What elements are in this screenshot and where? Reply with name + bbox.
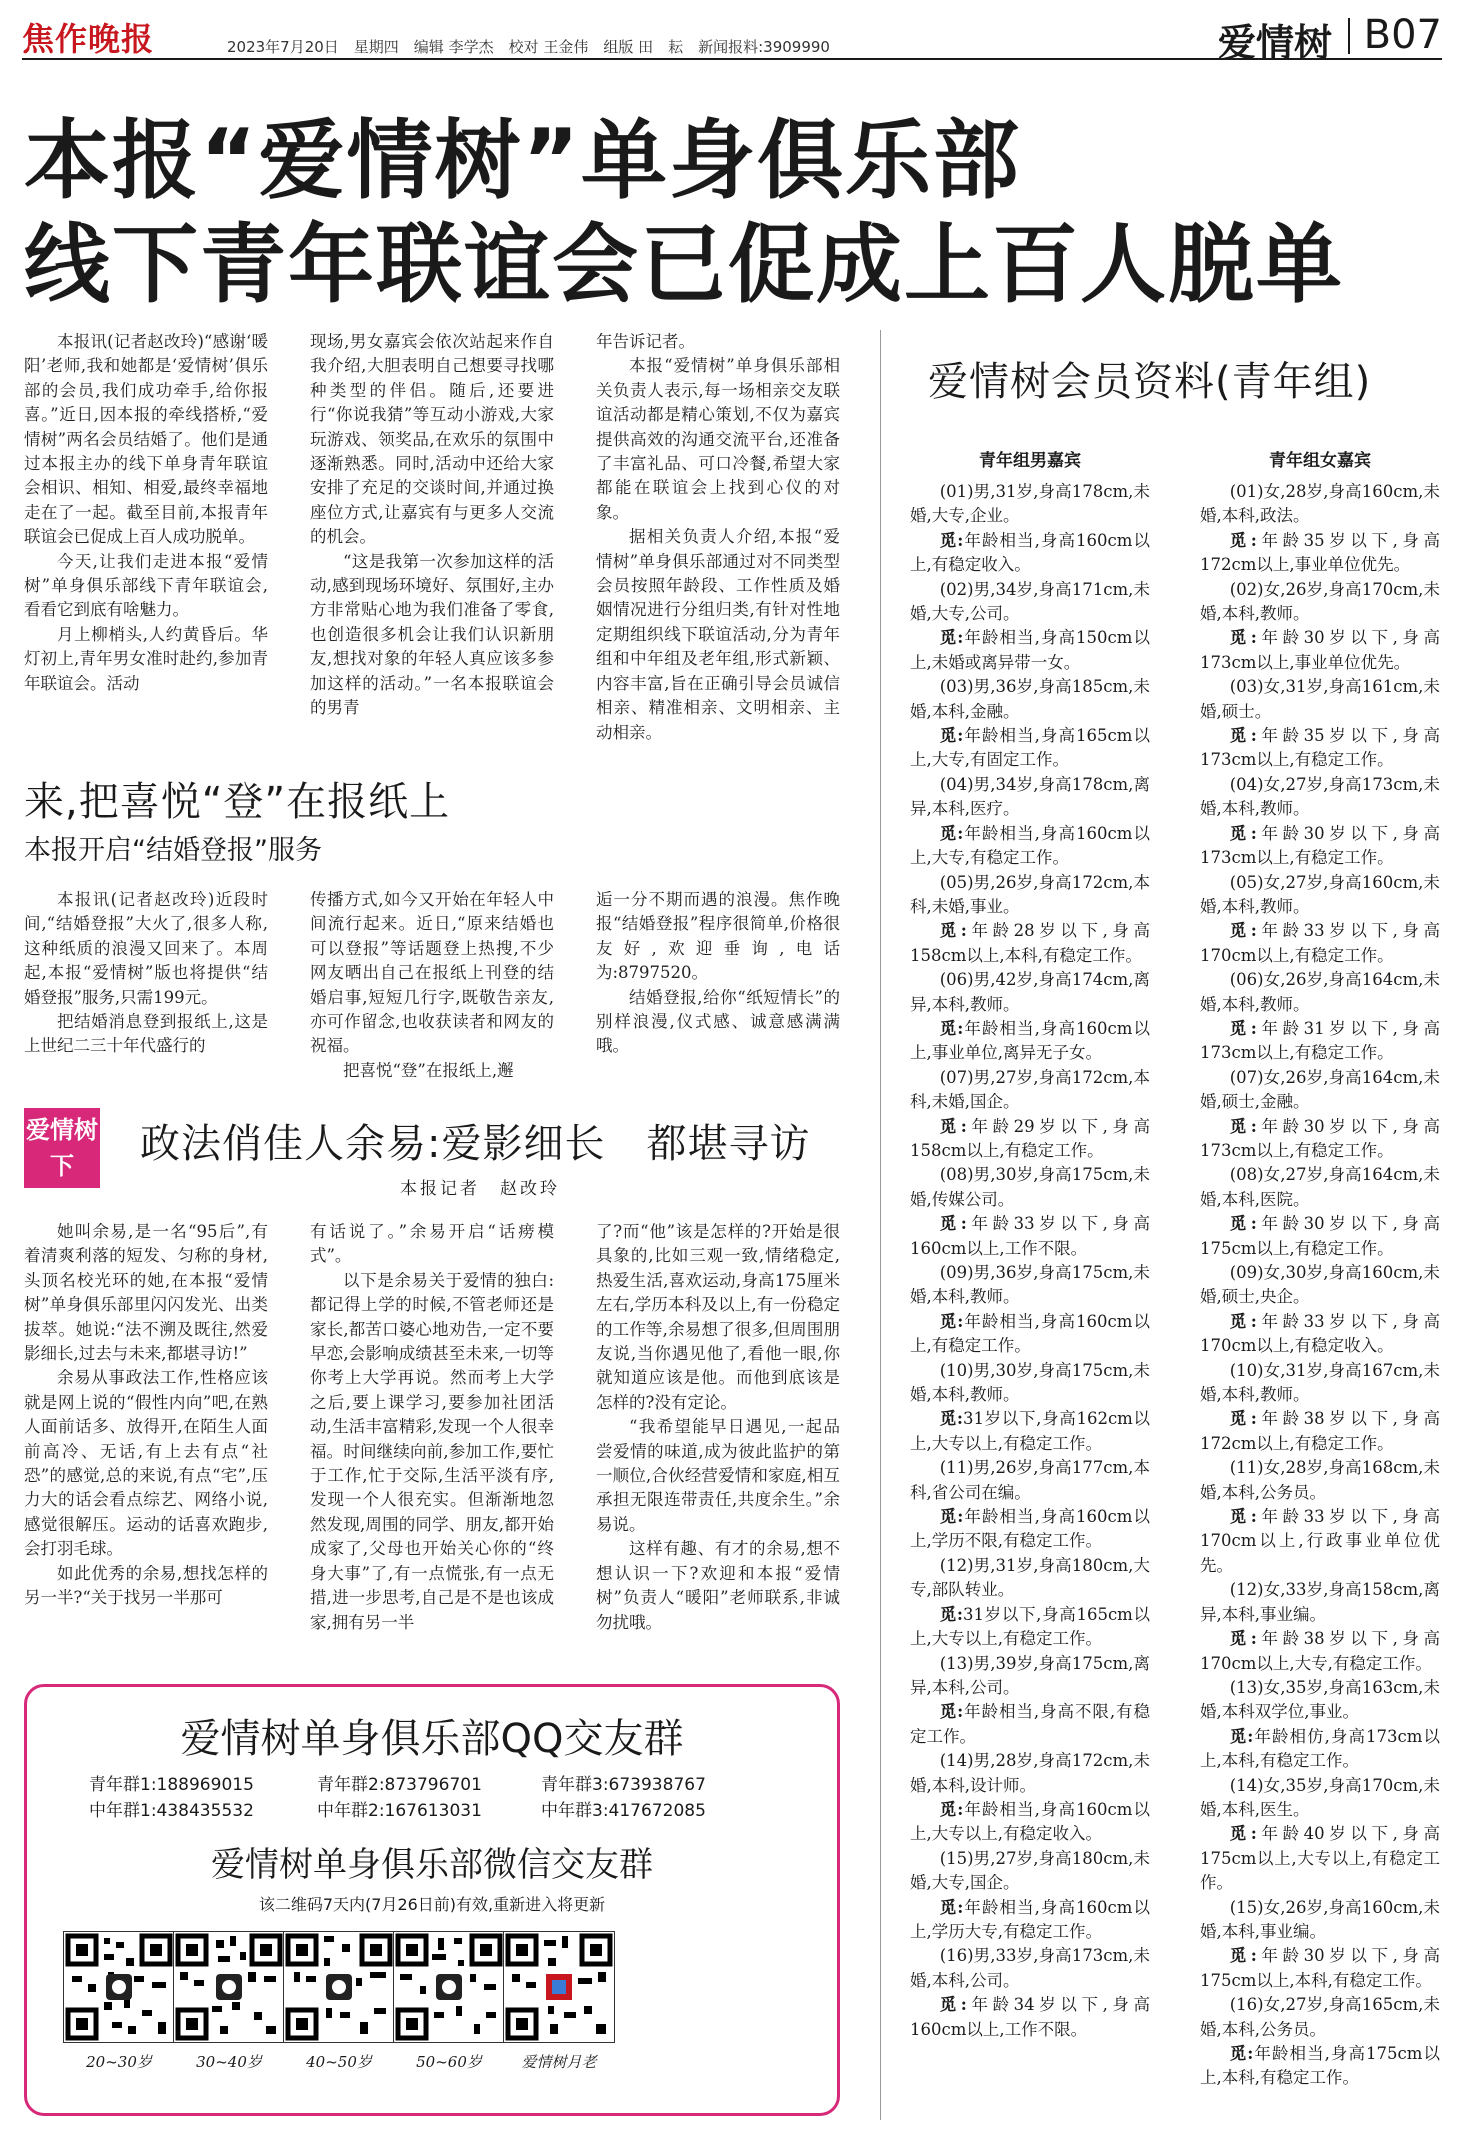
paragraph: 余易从事政法工作,性格应该就是网上说的“假性内向”吧,在熟人面前话多、放得开,在陌生人面前高冷、无话,有上去有点“社恐”的感觉,总的来说,有点“宅”,压力大的话会看点综艺、网络小说,感觉很解压。运动的话喜欢跑步,会打羽毛球。 [24, 1368, 268, 1559]
seek-text: 年龄30岁以下,身高175cm以上,本科,有稳定工作。 [1200, 1946, 1441, 1990]
article1-column-2 [310, 330, 554, 721]
member-seeking [1200, 1310, 1440, 1359]
qr-code-icon[interactable] [283, 1931, 395, 2043]
member-entry: (16)女,27岁,身高165cm,未婚,本科,公务员。 [1200, 1995, 1440, 2039]
member-seeking [910, 1798, 1150, 1847]
wechat-title: 爱情树单身俱乐部微信交友群 [211, 1845, 653, 1885]
seek-label: 觅: [1229, 2044, 1254, 2063]
member-entry: (13)男,39岁,身高175cm,离异,本科,公司。 [910, 1653, 1150, 1697]
seek-text: 年龄30岁以下,身高173cm以上,有稳定工作。 [1200, 1116, 1441, 1160]
member-entry: (02)男,34岁,身高171cm,未婚,大专,公司。 [910, 579, 1150, 624]
member-seeking [910, 1212, 1150, 1261]
seek-text: 年龄相当,身高160cm以上,学历大专,有稳定工作。 [910, 1897, 1150, 1941]
seek-label: 觅: [939, 726, 964, 746]
seek-text: 年龄相当,身高175cm以上,本科,有稳定工作。 [1200, 2044, 1440, 2088]
qr-note: 该二维码7天内(7月26日前)有效,重新进入将更新 [258, 1895, 606, 1914]
seek-label: 觅: [1229, 1629, 1257, 1649]
paragraph: 有话说了。”余易开启“话痨模式”。 [310, 1222, 554, 1266]
seek-text: 年龄相当,身高150cm以上,未婚或离异带一女。 [910, 628, 1150, 672]
article2-subtitle: 本报开启“结婚登报”服务 [24, 835, 322, 866]
article2-column-2 [310, 888, 554, 1083]
member-entry: (07)男,27岁,身高172cm,本科,未婚,国企。 [910, 1067, 1150, 1112]
issue-info: 2023年7月20日 星期四 编辑 李学杰 校对 王金伟 组版 田 耘 新闻报料:3909990 [227, 38, 830, 56]
seek-text: 年龄相当,身高160cm以上,大专以上,有稳定收入。 [910, 1799, 1150, 1844]
paragraph: 传播方式,如今又开始在年轻人中间流行起来。近日,“原来结婚也可以登报”等话题登上热搜,不少网友晒出自己在报纸上刊登的结婚启事,短短几行字,既敬告亲友,亦可作留念,也收获读者和网友的祝福。 [310, 890, 554, 1056]
qr-code-icon[interactable] [173, 1931, 285, 2043]
member-seeking [1200, 919, 1440, 968]
member-seeking [1200, 1407, 1440, 1456]
qq-group: 中年群2:167613031 [317, 1801, 482, 1821]
member-seeking [1200, 1115, 1440, 1164]
member-seeking [1200, 626, 1440, 675]
paragraph: 了?而“他”该是怎样的?开始是很具象的,比如三观一致,情绪稳定,热爱生活,喜欢运动,身高175厘米左右,学历本科及以上,有一份稳定的工作等,余易想了很多,但周围朋友说,当你遇见他了,看他一眼,你就知道应该是他。而他到底该是怎样的?没有定论。 [596, 1222, 840, 1412]
seek-label: 觅: [1229, 628, 1257, 648]
member-entry: (06)男,42岁,身高174cm,离异,本科,教师。 [910, 970, 1150, 1014]
member-seeking [910, 1896, 1150, 1945]
seek-label: 觅: [939, 628, 964, 648]
seek-label: 觅: [939, 1018, 964, 1038]
headline-line-2: 线下青年联谊会已促成上百人脱单 [24, 215, 1344, 315]
member-seeking [910, 1310, 1150, 1359]
member-entry: (14)女,35岁,身高170cm,未婚,本科,医生。 [1200, 1775, 1440, 1819]
member-entry: (07)女,26岁,身高164cm,未婚,硕士,金融。 [1200, 1067, 1440, 1112]
members-title: 爱情树会员资料(青年组) [928, 359, 1372, 405]
seek-label: 觅: [1229, 1824, 1257, 1844]
seek-label: 觅: [939, 1311, 964, 1331]
section-name: 爱情树 [1217, 21, 1332, 65]
member-entry: (08)男,30岁,身高175cm,未婚,传媒公司。 [910, 1165, 1150, 1209]
seek-label: 觅: [939, 1897, 964, 1917]
seek-text: 年龄31岁以下,身高173cm以上,有稳定工作。 [1200, 1018, 1441, 1063]
seek-label: 觅: [1229, 530, 1257, 550]
masthead [22, 10, 1442, 65]
seek-text: 年龄38岁以下,身高172cm以上,有稳定工作。 [1200, 1409, 1441, 1453]
paragraph: 以下是余易关于爱情的独白:都记得上学的时候,不管老师还是家长,都苦口婆心地劝告,一定不要早恋,会影响成绩甚至未来,一切等你考上大学再说。然而考上大学之后,要上课学习,要参加社团活动,生活丰富精彩,发现一个人很幸福。时间继续向前,参加工作,要忙于工作,忙于交际,生活平淡有序,发现一个人很充实。但渐渐地忽然发现,周围的同学、朋友,都开始成家了,父母也开始关心你的“终身大事”了,有一点慌张,有一点无措,进一步思考,自己是不是也该成家,拥有另一半 [310, 1270, 554, 1632]
seek-label: 觅: [1229, 1946, 1257, 1966]
paragraph: 据相关负责人介绍,本报“爱情树”单身俱乐部通过对不同类型会员按照年龄段、工作性质及婚姻情况进行分组归类,有针对性地定期组织线下联谊活动,分为青年组和中年组及老年组,形式新颖、内容丰富,旨在正确引导会员诚信相亲、精准相亲、文明相亲、主动相亲。 [596, 527, 840, 742]
member-entry: (10)女,31岁,身高167cm,未婚,本科,教师。 [1200, 1360, 1440, 1405]
member-seeking [910, 1603, 1150, 1652]
qr-code-icon[interactable] [393, 1931, 505, 2043]
member-seeking [910, 1115, 1150, 1164]
qq-group: 中年群1:438435532 [89, 1801, 254, 1821]
member-entry: (14)男,28岁,身高172cm,未婚,本科,设计师。 [910, 1751, 1150, 1795]
paragraph: 今天,让我们走进本报“爱情树”单身俱乐部线下青年联谊会,看看它到底有啥魅力。 [24, 551, 268, 620]
paragraph: 她叫余易,是一名“95后”,有着清爽利落的短发、匀称的身材,头顶名校光环的她,在本报“爱情树”单身俱乐部里闪闪发光、出类拔萃。她说:“法不溯及既往,然爱影细长,过去与未来,都堪寻访!” [24, 1222, 268, 1364]
article2-title: 来,把喜悦“登”在报纸上 [24, 779, 451, 825]
seek-text: 年龄相当,身高160cm以上,学历不限,有稳定工作。 [910, 1507, 1150, 1551]
seek-label: 觅: [939, 1507, 964, 1527]
seek-text: 年龄相当,身高160cm以上,事业单位,离异无子女。 [910, 1018, 1150, 1063]
paragraph: 这样有趣、有才的余易,想不想认识一下?欢迎和本报“爱情树”负责人“暖阳”老师联系,非诚勿扰哦。 [596, 1539, 840, 1632]
member-entry: (12)女,33岁,身高158cm,离异,本科,事业编。 [1200, 1580, 1440, 1624]
qq-group: 青年群1:188969015 [89, 1775, 254, 1795]
male-header: 青年组男嘉宾 [979, 451, 1081, 471]
seek-label: 觅: [1229, 726, 1257, 746]
member-entry: (15)男,27岁,身高180cm,未婚,大专,国企。 [910, 1848, 1150, 1893]
paragraph: “这是我第一次参加这样的活动,感到现场环境好、氛围好,主办方非常贴心地为我们准备了零食,也创造很多机会让我们认识新朋友,想找对象的年轻人真应该多参加这样的活动。”一名本报联谊会的男青 [310, 551, 554, 718]
member-entry: (11)男,26岁,身高177cm,本科,省公司在编。 [910, 1458, 1150, 1502]
male-member-list [910, 480, 1150, 2042]
seek-label: 觅: [1229, 1507, 1257, 1527]
female-member-list [1200, 480, 1440, 2091]
seek-label: 觅: [1229, 921, 1257, 941]
qq-group-box [24, 1684, 840, 2116]
section-tag: 爱情树下 [24, 1108, 100, 1188]
seek-label: 觅: [939, 1799, 964, 1819]
seek-label: 觅: [1229, 1018, 1257, 1038]
seek-label: 觅: [1229, 1409, 1257, 1429]
member-seeking [1200, 1212, 1440, 1261]
member-seeking [1200, 1017, 1440, 1066]
member-entry: (06)女,26岁,身高164cm,未婚,本科,教师。 [1200, 970, 1440, 1014]
seek-text: 年龄28岁以下,身高158cm以上,本科,有稳定工作。 [910, 921, 1151, 965]
article1-column-1 [24, 330, 268, 696]
paragraph: 现场,男女嘉宾会依次站起来作自我介绍,大胆表明自己想要寻找哪种类型的伴侣。随后,还要进行“你说我猜”等互动小游戏,大家玩游戏、领奖品,在欢乐的氛围中逐渐熟悉。同时,活动中还给大家安排了充足的交谈时间,并通过换座位方式,让嘉宾有与更多人交流的机会。 [310, 332, 554, 547]
seek-text: 年龄相当,身高165cm以上,大专,有固定工作。 [910, 726, 1150, 770]
article3-column-1 [24, 1220, 268, 1611]
seek-label: 觅: [939, 1702, 964, 1722]
masthead-divider [1348, 18, 1350, 54]
article3-column-3 [596, 1220, 840, 1635]
seek-label: 觅: [1229, 1116, 1257, 1136]
article1-column-3 [596, 330, 840, 745]
seek-label: 觅: [939, 1214, 967, 1234]
seek-text: 年龄30岁以下,身高175cm以上,有稳定工作。 [1200, 1214, 1441, 1258]
member-entry: (09)男,36岁,身高175cm,未婚,本科,教师。 [910, 1263, 1150, 1307]
qr-label: 40~50岁 [306, 2053, 372, 2071]
qq-group: 青年群2:873796701 [317, 1775, 482, 1795]
qq-group: 青年群3:673938767 [541, 1775, 706, 1795]
seek-text: 年龄相仿,身高173cm以上,本科,有稳定工作。 [1200, 1726, 1440, 1771]
article2-column-1 [24, 888, 268, 1059]
seek-label: 觅: [1229, 1311, 1257, 1331]
seek-text: 年龄33岁以下,身高160cm以上,工作不限。 [910, 1214, 1151, 1258]
female-header: 青年组女嘉宾 [1269, 451, 1371, 471]
article2-column-3 [596, 888, 840, 1059]
member-entry: (11)女,28岁,身高168cm,未婚,本科,公务员。 [1200, 1458, 1440, 1502]
qr-code-icon[interactable] [503, 1931, 615, 2043]
seek-label: 觅: [939, 921, 967, 941]
seek-label: 觅: [939, 823, 964, 843]
article3-byline: 本报记者 赵改玲 [400, 1179, 560, 1199]
seek-text: 年龄34岁以下,身高160cm以上,工作不限。 [910, 1995, 1151, 2039]
seek-text: 年龄35岁以下,身高172cm以上,事业单位优先。 [1200, 530, 1441, 575]
member-seeking [1200, 529, 1440, 578]
seek-text: 年龄29岁以下,身高158cm以上,有稳定工作。 [910, 1116, 1151, 1160]
seek-text: 年龄35岁以下,身高173cm以上,有稳定工作。 [1200, 726, 1441, 770]
seek-label: 觅: [1229, 1726, 1254, 1746]
paragraph: 逅一分不期而遇的浪漫。焦作晚报“结婚登报”程序很简单,价格很友好,欢迎垂询,电话为:8797520。 [596, 890, 840, 983]
member-entry: (04)男,34岁,身高178cm,离异,本科,医疗。 [910, 774, 1150, 819]
seek-label: 觅: [939, 1995, 967, 2015]
member-entry: (05)女,27岁,身高160cm,未婚,本科,教师。 [1200, 872, 1440, 916]
seek-text: 年龄33岁以下,身高170cm以上,行政事业单位优先。 [1200, 1507, 1441, 1575]
article3-title: 政法俏佳人余易:爱影细长 都堪寻访 [140, 1121, 811, 1167]
seek-label: 觅: [939, 1409, 963, 1429]
member-entry: (02)女,26岁,身高170cm,未婚,本科,教师。 [1200, 579, 1440, 624]
member-entry: (12)男,31岁,身高180cm,大专,部队转业。 [910, 1555, 1150, 1600]
member-seeking [910, 1505, 1150, 1554]
column-divider [880, 330, 881, 2120]
member-entry: (03)男,36岁,身高185cm,未婚,本科,金融。 [910, 677, 1150, 721]
seek-text: 年龄30岁以下,身高173cm以上,事业单位优先。 [1200, 628, 1441, 672]
member-seeking [910, 1017, 1150, 1066]
seek-label: 觅: [939, 530, 964, 550]
member-entry: (01)女,28岁,身高160cm,未婚,本科,政法。 [1200, 482, 1440, 526]
headline-line-1: 本报“爱情树”单身俱乐部 [24, 111, 1022, 211]
member-seeking [1200, 1944, 1440, 1993]
member-seeking [910, 1407, 1150, 1456]
qr-label: 爱情树月老 [521, 2053, 597, 2071]
member-seeking [1200, 822, 1440, 871]
member-entry: (13)女,35岁,身高163cm,未婚,本科双学位,事业。 [1200, 1677, 1440, 1722]
seek-text: 年龄33岁以下,身高170cm以上,有稳定工作。 [1200, 921, 1441, 965]
newspaper-logo: 焦作晚报 [22, 20, 155, 58]
seek-text: 31岁以下,身高162cm以上,大专以上,有稳定工作。 [910, 1409, 1151, 1453]
qq-group: 中年群3:417672085 [541, 1801, 706, 1821]
seek-text: 31岁以下,身高165cm以上,大专以上,有稳定工作。 [910, 1604, 1151, 1649]
seek-text: 年龄相当,身高160cm以上,大专,有稳定工作。 [910, 823, 1150, 868]
seek-label: 觅: [1229, 823, 1257, 843]
member-seeking [910, 529, 1150, 578]
member-seeking [910, 626, 1150, 675]
member-entry: (16)男,33岁,身高173cm,未婚,本科,公司。 [910, 1946, 1150, 1990]
member-entry: (05)男,26岁,身高172cm,本科,未婚,事业。 [910, 872, 1150, 916]
member-entry: (10)男,30岁,身高175cm,未婚,本科,教师。 [910, 1360, 1150, 1405]
member-seeking [1200, 1822, 1440, 1895]
member-entry: (08)女,27岁,身高164cm,未婚,本科,医院。 [1200, 1165, 1440, 1209]
qr-label: 50~60岁 [416, 2053, 482, 2071]
paragraph: “我希望能早日遇见,一起品尝爱情的味道,成为彼此监护的第一顺位,合伙经营爱情和家庭,相互承担无限连带责任,共度余生。”余易说。 [596, 1417, 840, 1534]
paragraph: 结婚登报,给你“纸短情长”的别样浪漫,仪式感、诚意感满满哦。 [596, 987, 840, 1056]
member-seeking [910, 1993, 1150, 2042]
seek-text: 年龄相当,身高不限,有稳定工作。 [910, 1702, 1150, 1746]
paragraph: 本报讯(记者赵改玲)“感谢‘暖阳’老师,我和她都是‘爱情树’俱乐部的会员,我们成功牵手,给你报喜。”近日,因本报的牵线搭桥,“爱情树”两名会员结婚了。他们是通过本报主办的线下单身青年联谊会相识、相知、相爱,最终幸福地走在了一起。截至目前,本报青年联谊会已促成上百人成功脱单。 [24, 332, 268, 547]
paragraph: 月上柳梢头,人约黄昏后。华灯初上,青年男女准时赴约,参加青年联谊会。活动 [24, 624, 268, 693]
member-entry: (15)女,26岁,身高160cm,未婚,本科,事业编。 [1200, 1897, 1440, 1941]
seek-text: 年龄30岁以下,身高173cm以上,有稳定工作。 [1200, 823, 1441, 868]
paragraph: 把结婚消息登到报纸上,这是上世纪二三十年代盛行的 [24, 1012, 268, 1056]
seek-text: 年龄33岁以下,身高170cm以上,有稳定收入。 [1200, 1311, 1441, 1356]
member-seeking [910, 1700, 1150, 1749]
member-seeking [910, 822, 1150, 871]
paragraph: 本报讯(记者赵改玲)近段时间,“结婚登报”大火了,很多人称,这种纸质的浪漫又回来了。本周起,本报“爱情树”版也将提供“结婚登报”服务,只需199元。 [24, 890, 268, 1007]
member-entry: (04)女,27岁,身高173cm,未婚,本科,教师。 [1200, 774, 1440, 819]
qr-code-icon[interactable] [63, 1931, 175, 2043]
seek-text: 年龄38岁以下,身高170cm以上,大专,有稳定工作。 [1200, 1629, 1441, 1673]
qq-title: 爱情树单身俱乐部QQ交友群 [180, 1716, 684, 1762]
paragraph: 本报“爱情树”单身俱乐部相关负责人表示,每一场相亲交友联谊活动都是精心策划,不仅为嘉宾提供高效的沟通交流平台,还准备了丰富礼品、可口冷餐,希望大家都能在联谊会上找到心仪的对象。 [596, 356, 840, 522]
qr-label: 20~30岁 [86, 2053, 152, 2071]
article3-column-2 [310, 1220, 554, 1635]
member-entry: (01)男,31岁,身高178cm,未婚,大专,企业。 [910, 482, 1150, 526]
seek-text: 年龄40岁以下,身高175cm以上,大专以上,有稳定工作。 [1200, 1824, 1441, 1893]
member-entry: (09)女,30岁,身高160cm,未婚,硕士,央企。 [1200, 1263, 1440, 1307]
seek-label: 觅: [939, 1604, 963, 1624]
member-seeking [910, 724, 1150, 773]
seek-label: 觅: [939, 1116, 967, 1136]
qr-label: 30~40岁 [196, 2053, 262, 2071]
seek-text: 年龄相当,身高160cm以上,有稳定收入。 [910, 530, 1150, 575]
paragraph: 年告诉记者。 [596, 332, 695, 351]
seek-text: 年龄相当,身高160cm以上,有稳定工作。 [910, 1311, 1150, 1356]
member-seeking [1200, 1627, 1440, 1676]
paragraph: 把喜悦“登”在报纸上,邂 [343, 1060, 514, 1080]
member-seeking [910, 919, 1150, 968]
member-seeking [1200, 2042, 1440, 2091]
page-number: B07 [1363, 12, 1442, 58]
member-seeking [1200, 1725, 1440, 1774]
paragraph: 如此优秀的余易,想找怎样的另一半?“关于找另一半那可 [24, 1563, 268, 1608]
member-seeking [1200, 724, 1440, 773]
member-seeking [1200, 1505, 1440, 1578]
member-entry: (03)女,31岁,身高161cm,未婚,硕士。 [1200, 677, 1440, 721]
seek-label: 觅: [1229, 1214, 1257, 1234]
